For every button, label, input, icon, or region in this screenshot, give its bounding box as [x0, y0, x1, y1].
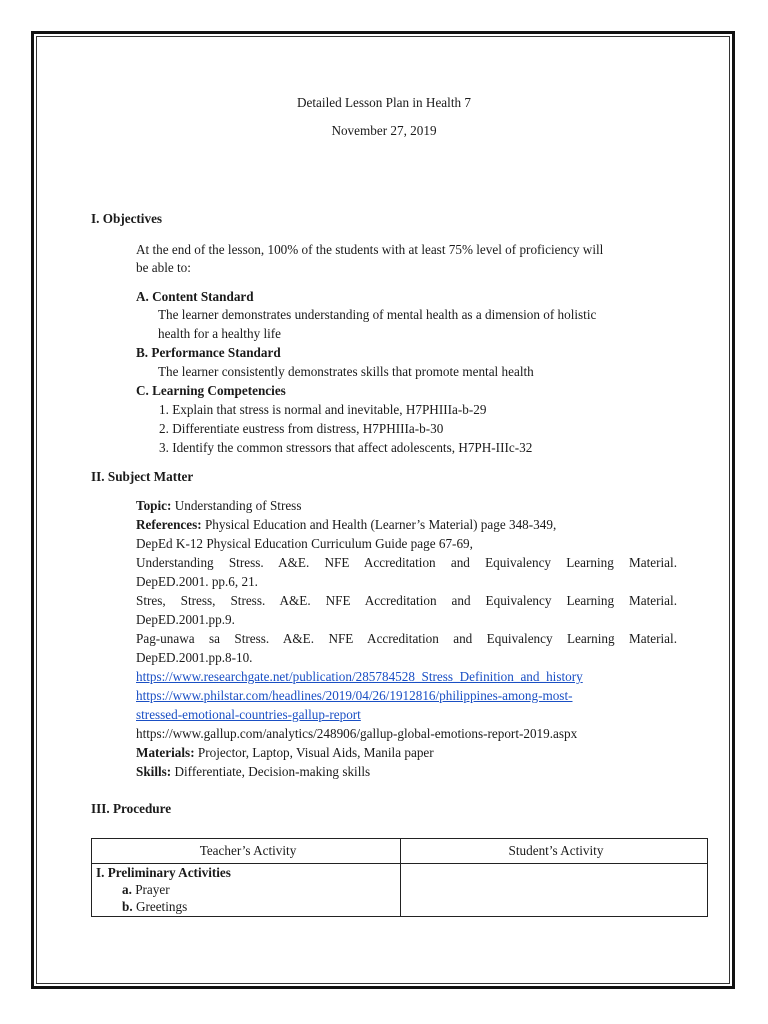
- objectives-intro-line2: be able to:: [136, 260, 191, 275]
- column-header-teacher: Teacher’s Activity: [92, 839, 401, 864]
- materials-line: [136, 744, 434, 762]
- competency-item: 3. Identify the common stressors that affect adolescents, H7PH-IIIc-32: [159, 440, 533, 455]
- topic-value: Understanding of Stress: [171, 498, 302, 513]
- list-marker: a.: [122, 882, 132, 897]
- objectives-intro-line1: At the end of the lesson, 100% of the students with at least 75% level of proficiency will: [136, 242, 604, 257]
- objectives-heading: I. Objectives: [91, 211, 163, 226]
- list-item: [96, 898, 400, 915]
- reference-text: DepEd K-12 Physical Education Curriculum Guide page 67-69,: [136, 536, 473, 551]
- performance-standard-text: The learner consistently demonstrates skills that promote mental health: [158, 364, 534, 379]
- philstar-link-continued[interactable]: stressed-emotional-countries-gallup-report: [136, 707, 361, 722]
- reference-text: DepED.2001.pp.9.: [136, 612, 235, 627]
- gallup-url: https://www.gallup.com/analytics/248906/gallup-global-emotions-report-2019.aspx: [136, 726, 578, 741]
- document-title: Detailed Lesson Plan in Health 7: [297, 95, 471, 110]
- teacher-activity-cell: [92, 864, 401, 917]
- list-text: Greetings: [132, 899, 188, 914]
- reference-text: DepED.2001. pp.6, 21.: [136, 574, 258, 589]
- references-label: References:: [136, 517, 202, 532]
- philstar-link[interactable]: https://www.philstar.com/headlines/2019/04/26/1912816/philippines-among-most-: [136, 688, 573, 703]
- content-standard-line1: The learner demonstrates understanding of mental health as a dimension of holistic: [158, 307, 597, 322]
- materials-label: Materials:: [136, 745, 195, 760]
- list-item: [96, 881, 400, 898]
- table-row: [92, 864, 708, 917]
- section-title: I. Preliminary Activities: [96, 865, 231, 880]
- skills-value: Differentiate, Decision-making skills: [171, 764, 371, 779]
- skills-line: [136, 763, 370, 781]
- researchgate-link[interactable]: https://www.researchgate.net/publication/285784528_Stress_Definition_and_history: [136, 669, 583, 684]
- topic-line: [136, 497, 301, 515]
- reference-text: DepED.2001.pp.8-10.: [136, 650, 253, 665]
- content-standard-label: A. Content Standard: [136, 289, 254, 304]
- reference-text: Stres, Stress, Stress. A&E. NFE Accreditation and Equivalency Learning Material.: [136, 593, 677, 608]
- performance-standard-label: B. Performance Standard: [136, 345, 281, 360]
- reference-text: Physical Education and Health (Learner’s Material) page 348-349,: [201, 517, 557, 532]
- table-header-row: [92, 839, 708, 864]
- references-line: [136, 516, 556, 534]
- column-header-student: Student’s Activity: [401, 839, 708, 864]
- list-marker: b.: [122, 899, 133, 914]
- reference-text: Pag-unawa sa Stress. A&E. NFE Accreditation and Equivalency Learning Material.: [136, 631, 677, 646]
- reference-text: Understanding Stress. A&E. NFE Accreditation and Equivalency Learning Material.: [136, 555, 677, 570]
- procedure-table: [91, 838, 708, 917]
- competency-item: 1. Explain that stress is normal and inevitable, H7PHIIIa-b-29: [159, 402, 487, 417]
- subject-matter-heading: II. Subject Matter: [91, 469, 194, 484]
- materials-value: Projector, Laptop, Visual Aids, Manila paper: [194, 745, 434, 760]
- list-text: Prayer: [131, 882, 170, 897]
- document-date: November 27, 2019: [331, 123, 437, 138]
- topic-label: Topic:: [136, 498, 172, 513]
- student-activity-cell: [401, 864, 708, 917]
- skills-label: Skills:: [136, 764, 172, 779]
- procedure-heading: III. Procedure: [91, 801, 172, 816]
- competency-item: 2. Differentiate eustress from distress, H7PHIIIa-b-30: [159, 421, 444, 436]
- learning-competencies-label: C. Learning Competencies: [136, 383, 286, 398]
- content-standard-line2: health for a healthy life: [158, 326, 282, 341]
